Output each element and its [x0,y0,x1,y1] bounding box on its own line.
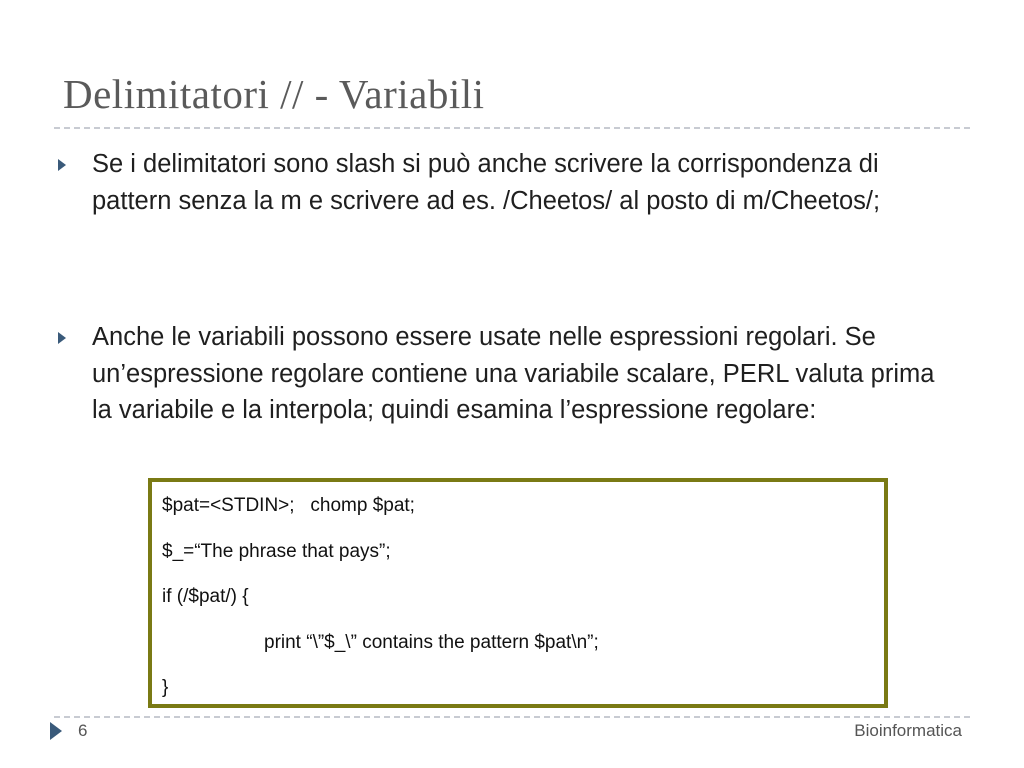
triangle-bullet-icon [58,159,66,171]
bullet-item [56,146,936,219]
bullet-item [56,319,936,429]
footer-divider [54,716,970,718]
code-line: print “\”$_\” contains the pattern $pat\n”; [264,632,599,653]
bullet-text: Se i delimitatori sono slash si può anche scrivere la corrispondenza di pattern senza la m e scrivere ad es. /Cheetos/ al posto di m/Cheetos/; [92,150,881,215]
code-block [148,478,888,708]
code-line: if (/$pat/) { [162,586,249,607]
triangle-bullet-icon [58,332,66,344]
bullet-text: Anche le variabili possono essere usate nelle espressioni regolari. Se un’espressione regolare contiene una variabile scalare, PERL valuta prima la variabile e la interpola; quindi esamina l’espressione regolare: [92,323,935,424]
footer-arrow-icon [50,722,62,740]
title-divider [54,127,970,129]
footer-label: Bioinformatica [854,721,962,740]
slide-title: Delimitatori // - Variabili [63,71,485,117]
code-line: } [162,677,169,698]
code-line: $pat=<STDIN>; chomp $pat; [162,495,415,516]
page-number: 6 [78,721,88,740]
code-line: $_=“The phrase that pays”; [162,541,391,562]
